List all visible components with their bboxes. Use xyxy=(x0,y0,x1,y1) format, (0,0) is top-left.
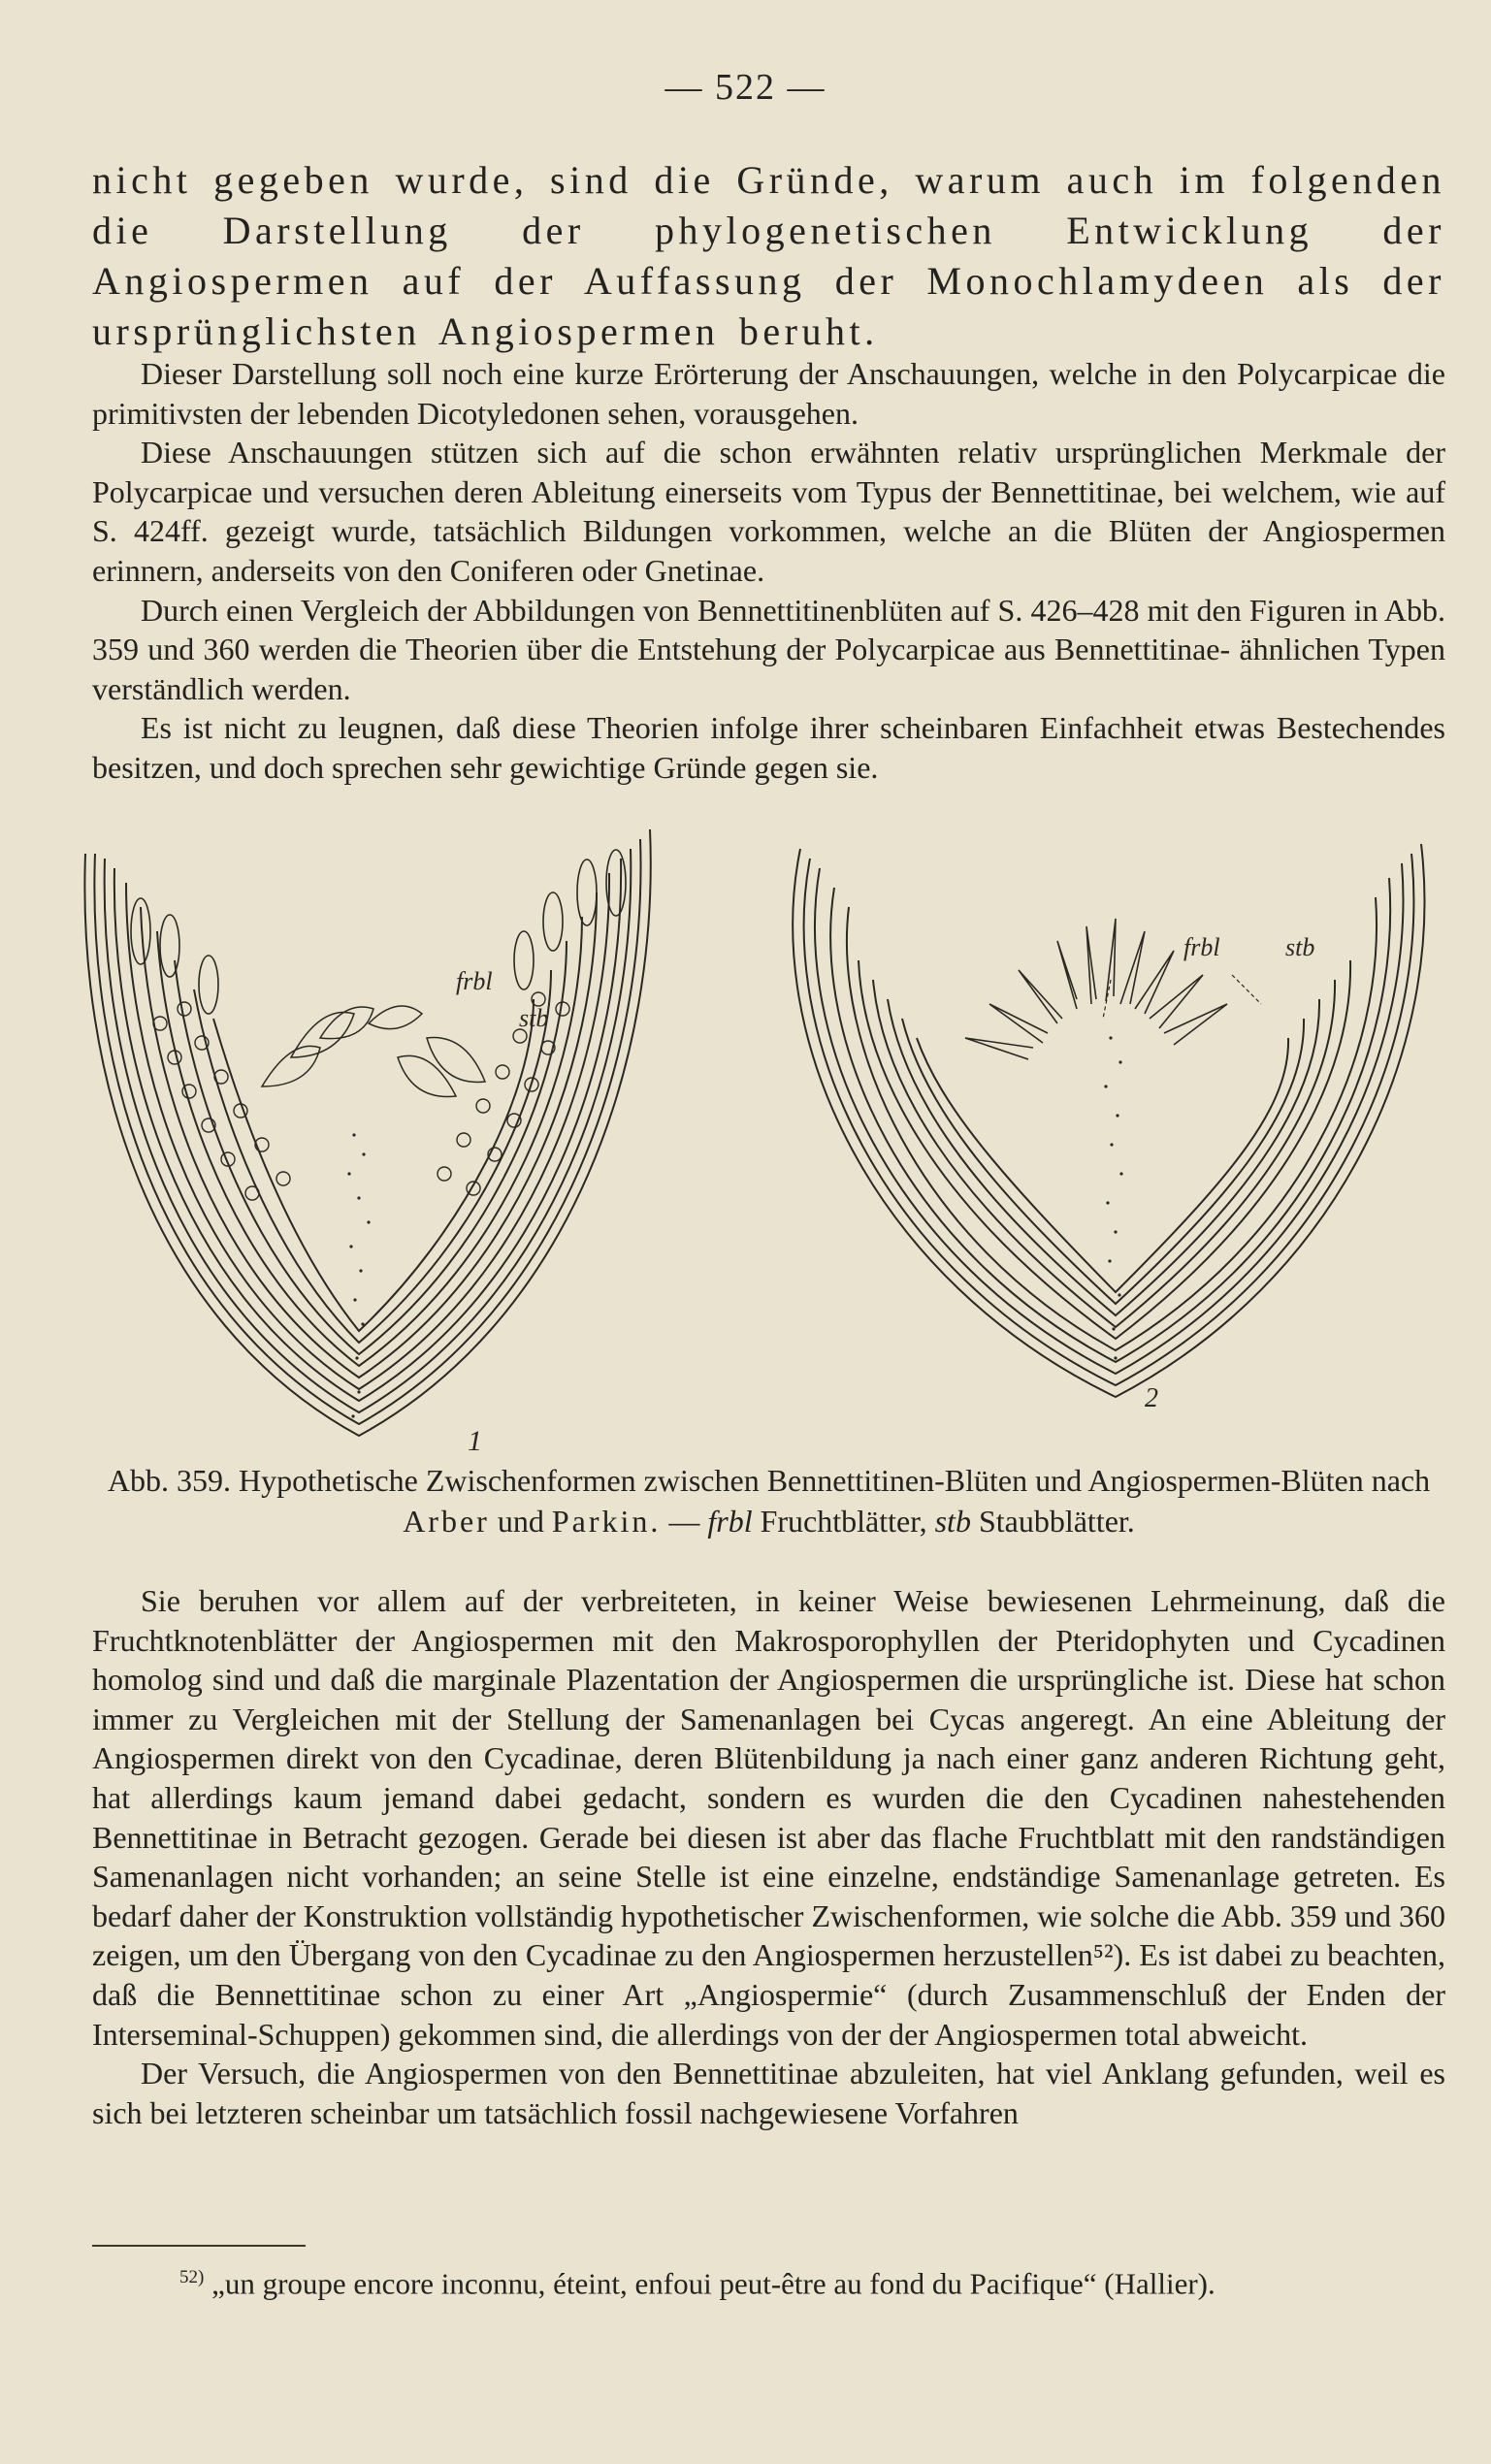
left-stb-label: stb xyxy=(519,1004,549,1032)
paragraph: Durch einen Vergleich der Abbildungen von Bennettitinenblüten auf S. 426–428 mit den Figuren in Abb. 359 und 360 werden die Theorien über die Entstehung der Polycarpicae aus Bennettitinae- ähnlichen Typen verständlich werden. xyxy=(92,592,1445,706)
footnote-rule xyxy=(92,2245,306,2247)
caption-term: Fruchtblätter, xyxy=(760,1504,927,1539)
paragraph: Der Versuch, die Angiospermen von den Bennettitinae abzuleiten, hat viel Anklang gefunden, weil es sich bei letzteren scheinbar um tatsächlich fossil nachgewiesene Vorfahren xyxy=(92,2056,1445,2130)
right-frbl-label: frbl xyxy=(1183,933,1220,961)
paragraph: Diese Anschauungen stützen sich auf die schon erwähnten relativ ursprünglichen Merkmale der Polycarpicae und versuchen deren Ableitung einerseits vom Typus der Bennettitinae, bei welchem, wie auf S. 424ff. gezeigt wurde, tatsächlich Bildungen vorkommen, welche an die Blüten der Angiospermen erinnern, anderseits von den Coniferen oder Gnetinae. xyxy=(92,435,1445,588)
caption-author: Arber xyxy=(403,1504,490,1539)
intro-spaced-paragraph: nicht gegeben wurde, sind die Gründe, warum auch im folgenden die Darstellung der phylogenetischen Entwicklung der Angiospermen auf der Auffassung der Monochlamydeen als der ursprünglichsten Angiospermen beruht. xyxy=(92,158,1445,353)
caption-term: Staubblätter. xyxy=(978,1504,1135,1539)
figure-caption xyxy=(92,1460,1445,1541)
figure-359 xyxy=(68,815,1445,1470)
footnote-marker: 52) xyxy=(179,2267,205,2287)
right-stb-label: stb xyxy=(1285,933,1315,961)
caption-lead: Abb. 359. Hypothetische Zwischenformen zwischen Bennettitinen-Blüten und Angiospermen-Blüten nach xyxy=(107,1463,1431,1498)
body-text-top xyxy=(92,354,1445,788)
caption-and: und xyxy=(497,1504,544,1539)
page-number: — 522 — xyxy=(664,67,827,108)
left-frbl-label: frbl xyxy=(456,967,493,995)
caption-abbr-stb: stb xyxy=(934,1504,971,1539)
caption-author: Parkin. xyxy=(551,1504,662,1539)
right-figure-number: 2 xyxy=(1145,1383,1158,1413)
caption-dash: — xyxy=(668,1504,700,1539)
body-text-bottom xyxy=(92,1581,1445,2132)
right-flower-drawing xyxy=(793,844,1424,1397)
left-flower-drawing xyxy=(84,829,650,1436)
paragraph: Es ist nicht zu leugnen, daß diese Theorien infolge ihrer scheinbaren Einfachheit etwas Bestechendes besitzen, und doch sprechen sehr gewichtige Gründe gegen sie. xyxy=(92,710,1445,785)
paragraph: Dieser Darstellung soll noch eine kurze Erörterung der Anschauungen, welche in den Polycarpicae die primitivsten der lebenden Dicotyledonen sehen, vorausgehen. xyxy=(92,356,1445,431)
caption-abbr-frbl: frbl xyxy=(707,1504,753,1539)
footnote-text: „un groupe encore inconnu, éteint, enfoui peut-être au fond du Pacifique“ (Hallier). xyxy=(211,2266,1215,2301)
left-figure-number: 1 xyxy=(468,1425,482,1457)
footnote xyxy=(179,2258,1450,2303)
paragraph: Sie beruhen vor allem auf der verbreiteten, in keiner Weise bewiesenen Lehrmeinung, daß die Fruchtknotenblätter der Angiospermen mit den Makrosporophyllen der Pteridophyten und Cycadinen homolog sind und daß die marginale Plazentation der Angiospermen die ursprüngliche ist. Diese hat schon immer zu Vergleichen mit der Stellung der Samenanlagen bei Cycas angeregt. An eine Ableitung der Angiospermen direkt von den Cycadinae, deren Blütenbildung ja nach einer ganz anderen Richtung geht, hat allerdings kaum jemand dabei gedacht, sondern es wurden die den Cycadinen nahestehenden Bennettitinae in Betracht gezogen. Gerade bei diesen ist aber das flache Fruchtblatt mit den randständigen Samenanlagen nicht vorhanden; an seine Stelle ist eine einzelne, endständige Samenanlage getreten. Es bedarf daher der Konstruktion vollständig hypothetischer Zwischenformen, wie solche die Abb. 359 und 360 zeigen, um den Übergang von den Cycadinae zu den Angiospermen herzustellen⁵²). Es ist dabei zu beachten, daß die Bennettitinae schon zu einer Art „Angiospermie“ (durch Zusammenschluß der Enden der Interseminal-Schuppen) gekommen sind, die allerdings von der der Angiospermen total abweicht. xyxy=(92,1583,1445,2052)
flower-illustration xyxy=(68,815,1445,1470)
